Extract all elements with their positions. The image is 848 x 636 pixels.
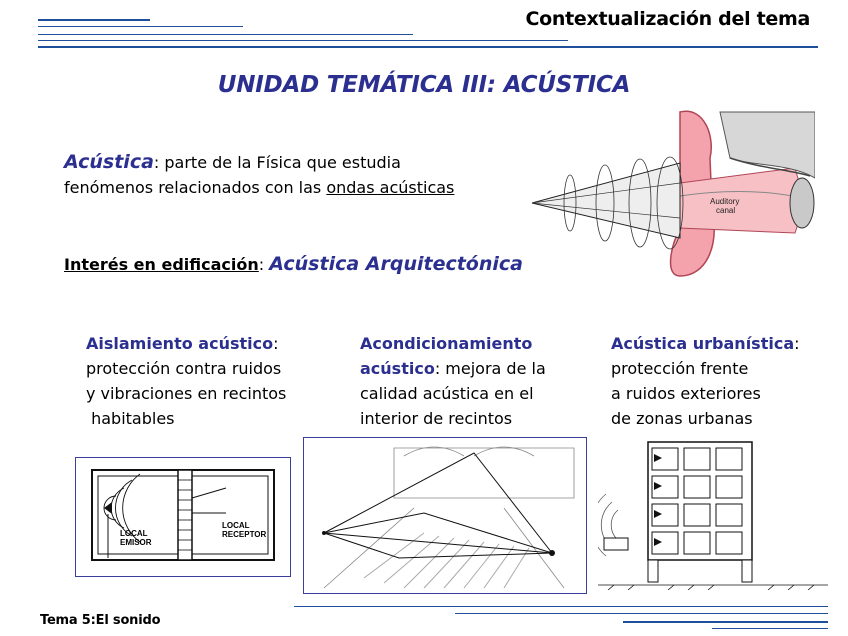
footer-rule-3 — [623, 621, 828, 623]
interest-value: Acústica Arquitectónica — [269, 253, 523, 275]
header-title: Contextualización del tema — [525, 8, 810, 30]
receiver-label-2: RECEPTOR — [222, 530, 267, 539]
col1-line-1: protección contra ruidos — [86, 359, 282, 378]
col1-line-3: habitables — [86, 409, 175, 428]
definition-block — [64, 150, 454, 200]
emitter-label-1: LOCAL — [120, 529, 148, 538]
room-acoustics-diagram — [303, 437, 587, 594]
column-urbanistica — [611, 331, 831, 431]
interest-separator: : — [258, 255, 270, 274]
ear-illustration — [530, 108, 815, 278]
col2-line-3: calidad acústica en el — [360, 384, 534, 403]
col3-line-1: protección frente — [611, 359, 749, 378]
header-rule-1 — [38, 19, 150, 21]
column-acondicionamiento — [360, 331, 590, 431]
col3-line-3: de zonas urbanas — [611, 409, 753, 428]
header-rule-5 — [38, 46, 818, 48]
col3-colon: : — [794, 334, 800, 353]
emitter-label-2: EMISOR — [120, 538, 152, 547]
definition-term: Acústica — [64, 151, 154, 173]
col2-line-2 — [360, 356, 590, 381]
auditory-label-2: canal — [716, 206, 736, 215]
col1-line-2: y vibraciones en recintos — [86, 384, 287, 403]
header-rule-2 — [38, 26, 243, 27]
page-title: UNIDAD TEMÁTICA III: ACÚSTICA — [217, 72, 631, 98]
header-rule-4 — [38, 40, 568, 41]
footer-text: Tema 5:El sonido — [40, 613, 161, 628]
col2-term-line-2: acústico — [360, 359, 435, 378]
col1-colon: : — [273, 334, 279, 353]
definition-line2-text: fenómenos relacionados con las — [64, 178, 327, 197]
col3-term: Acústica urbanística — [611, 334, 795, 353]
interest-line — [64, 252, 523, 277]
col3-line-2: a ruidos exteriores — [611, 384, 761, 403]
header-rule-3 — [38, 34, 413, 35]
definition-line-1 — [64, 150, 454, 175]
col2-term-line-1: Acondicionamiento — [360, 334, 533, 353]
auditory-label-1: Auditory — [710, 197, 740, 206]
footer-rule-4 — [712, 628, 828, 629]
interest-label: Interés en edificación — [64, 255, 259, 274]
col1-heading — [86, 331, 316, 356]
insulation-diagram — [75, 457, 291, 577]
footer-rule-1 — [294, 606, 828, 607]
col1-term: Aislamiento acústico — [86, 334, 274, 353]
col2-line-4: interior de recintos — [360, 409, 513, 428]
column-aislamiento — [86, 331, 316, 431]
col2-after-term: : mejora de la — [434, 359, 546, 378]
footer-rule-2 — [455, 613, 828, 614]
ondas-acusticas-text: ondas acústicas — [326, 178, 455, 197]
definition-line-2 — [64, 175, 454, 200]
receiver-label-1: LOCAL — [222, 521, 250, 530]
urban-building-illustration — [598, 440, 828, 590]
col3-heading — [611, 331, 831, 356]
definition-text: : parte de la Física que estudia — [153, 153, 401, 172]
